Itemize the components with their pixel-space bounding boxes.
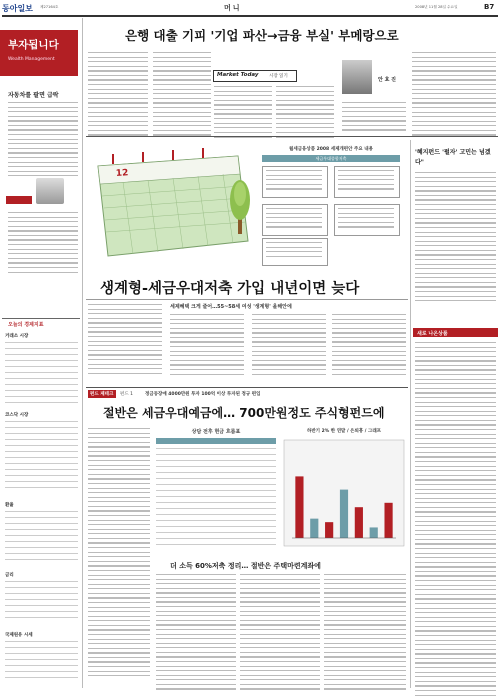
market-section-rates: 금리 bbox=[5, 573, 14, 578]
main-article-col-1 bbox=[88, 304, 162, 377]
top-article-col-1 bbox=[88, 52, 148, 139]
main-article-rule bbox=[86, 299, 408, 300]
market-table-kospi bbox=[5, 342, 78, 408]
new-products-title: 새로 나온상품 bbox=[417, 330, 448, 337]
main-headline: 생계형-세금우대저축 가입 내년이면 늦다 bbox=[100, 281, 360, 297]
main-subhead: 세제혜택 크게 줄어…55~58세 여성 '생계형' 올해안에 bbox=[170, 304, 292, 310]
bottom-kicker-sub: 펀드 1 bbox=[120, 392, 133, 397]
paper-logo: 동아일보 bbox=[2, 3, 33, 13]
svg-text:12: 12 bbox=[115, 168, 129, 179]
chart-bar bbox=[340, 490, 348, 538]
chart-bar bbox=[370, 527, 378, 538]
top-article-col-3 bbox=[214, 86, 272, 141]
top-article-rule bbox=[86, 136, 498, 137]
fund-cell-4-text bbox=[338, 208, 394, 231]
main-article-col-2 bbox=[170, 314, 244, 378]
sidebar-column-text-2 bbox=[8, 212, 78, 276]
chart-bar bbox=[295, 476, 303, 538]
fund-box-header bbox=[262, 155, 400, 162]
bar-chart-svg bbox=[282, 438, 406, 550]
market-section-kospi: 거래소 시장 bbox=[5, 334, 29, 339]
top-article-col-2 bbox=[153, 52, 211, 139]
sidebar-column-heading: 자동차를 팔면 급락 bbox=[8, 92, 59, 99]
main-article-col-3 bbox=[252, 314, 326, 378]
right-column-text-1 bbox=[415, 172, 496, 305]
fund-box bbox=[258, 146, 404, 268]
masthead bbox=[0, 0, 500, 24]
top-article-col-4 bbox=[276, 86, 334, 141]
cashflow-table-rows bbox=[156, 448, 276, 550]
fund-cell-3-text bbox=[266, 208, 322, 231]
bottom-deck: 정금동장애 4000만원 투자 100억 이상 투자된 정규 편입 bbox=[145, 392, 261, 397]
fund-box-subtitle: 세금우대종합저축 bbox=[315, 156, 347, 161]
bottom-kicker-label: 펀드 제테크 bbox=[90, 392, 114, 397]
bottom-kicker bbox=[88, 390, 116, 398]
bottom-article-col-4 bbox=[324, 574, 406, 693]
market-today-label: Market Today bbox=[217, 72, 259, 78]
masthead-rule bbox=[2, 15, 498, 17]
sidebar-news-box-label bbox=[6, 196, 32, 204]
chart-bar bbox=[384, 503, 392, 538]
sidebar-title: 부자됩니다 bbox=[8, 39, 59, 51]
chart-bar bbox=[325, 522, 333, 538]
market-today-box bbox=[213, 70, 297, 82]
page-number: B7 bbox=[484, 3, 495, 11]
sidebar-divider bbox=[82, 18, 83, 688]
issue-date: 2008년 11월 28일 수요일 bbox=[415, 5, 458, 9]
market-today-sub: 시장 읽기 bbox=[269, 73, 288, 79]
market-table-fx bbox=[5, 511, 78, 565]
fund-cell-2-text bbox=[338, 170, 394, 193]
market-table-oil bbox=[5, 641, 78, 683]
bottom-chart-title: 하반기 2% 한 연말 / 은퇴흥 / 그래프 bbox=[306, 429, 382, 434]
right-column-divider bbox=[410, 140, 411, 688]
bottom-article-col-3 bbox=[240, 574, 320, 693]
cashflow-table-header bbox=[156, 438, 276, 444]
sidebar-news-box-title: 오늘의 경제지표 bbox=[8, 322, 44, 328]
market-table-kosdaq bbox=[5, 421, 78, 493]
market-section-fx: 환율 bbox=[5, 503, 14, 508]
columnist-name: 안 효 진 bbox=[378, 77, 396, 83]
bottom-chart bbox=[282, 428, 406, 553]
fund-cell-5-text bbox=[266, 242, 322, 260]
bottom-article-col-2 bbox=[156, 574, 236, 693]
sidebar-author-photo bbox=[36, 178, 64, 204]
bottom-sub-headline: 더 소득 60%저축 정리… 절반은 주택마련계좌에 bbox=[170, 562, 321, 570]
market-table-rates bbox=[5, 581, 78, 623]
fund-box-title: 월세금융상품 2008 세제개편안 주요 내용 bbox=[289, 147, 373, 152]
fund-cell-1-text bbox=[266, 170, 322, 193]
columnist-photo bbox=[342, 60, 372, 94]
sidebar-rule bbox=[2, 318, 80, 319]
section-name: 머니 bbox=[224, 4, 242, 12]
chart-bar bbox=[310, 519, 318, 538]
market-section-kosdaq: 코스닥 시장 bbox=[5, 413, 29, 418]
cashflow-table-title: 상담 전후 현금 흐름표 bbox=[191, 429, 241, 435]
chart-bar bbox=[355, 507, 363, 538]
issue-number: 제27164호 bbox=[40, 5, 59, 9]
sidebar-subtitle: Wealth Management bbox=[8, 57, 55, 62]
sidebar-title-block bbox=[0, 30, 78, 76]
tree-illustration bbox=[228, 176, 252, 236]
bottom-article-rule bbox=[86, 387, 408, 388]
new-products-label bbox=[413, 328, 498, 337]
sidebar-column-text bbox=[8, 102, 78, 180]
right-column-text-2 bbox=[415, 342, 496, 699]
top-article-col-5 bbox=[342, 102, 406, 134]
cashflow-table bbox=[156, 428, 276, 553]
bottom-headline: 절반은 세금우대예금에… 700만원정도 주식형펀드에 bbox=[103, 406, 385, 420]
right-quote-title: '혜지펀드 '펄자' 고민는 넘겠다" bbox=[415, 149, 491, 166]
bottom-article-col-1 bbox=[88, 428, 150, 680]
tree-graphic bbox=[228, 176, 252, 236]
main-article-col-4 bbox=[332, 314, 406, 378]
market-section-oil: 국제원유 시세 bbox=[5, 633, 33, 638]
top-article-col-6 bbox=[412, 52, 496, 139]
top-headline: 은행 대출 기피 '기업 파산→금융 부실' 부메랑으로 bbox=[125, 28, 399, 43]
